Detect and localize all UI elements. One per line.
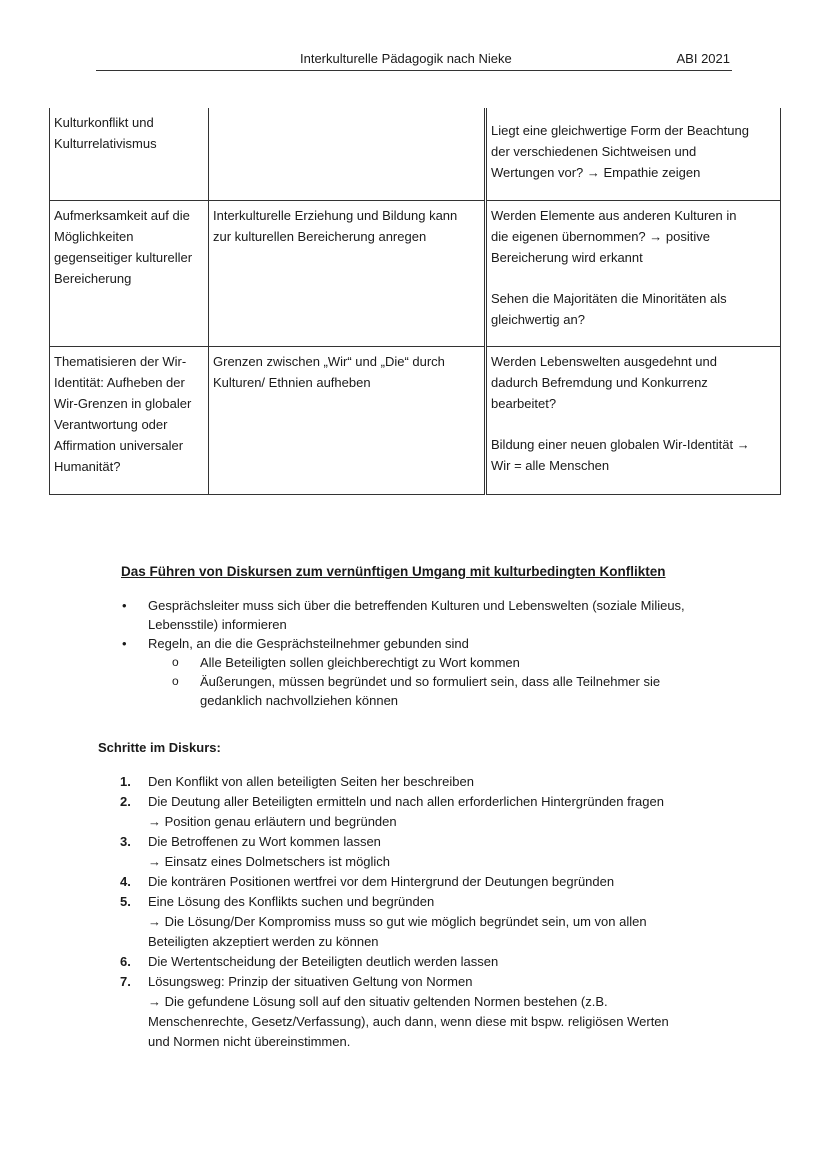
step-number: 6. (120, 954, 131, 969)
question-line: die eigenen übernommen? → positive (491, 228, 710, 244)
criterion-line: Möglichkeiten (54, 228, 134, 244)
table-row (50, 346, 781, 494)
question-line: bearbeitet? (491, 395, 557, 411)
table-row (50, 200, 781, 346)
document-title: Interkulturelle Pädagogik nach Nieke (300, 51, 512, 66)
question-paragraph (491, 205, 776, 268)
sub-bullet-item (120, 672, 720, 710)
step-number: 2. (120, 794, 131, 809)
step-line: → Einsatz eines Dolmetschers ist möglich (148, 854, 391, 869)
bullet-dot: • (122, 598, 127, 613)
step-item (120, 792, 730, 832)
step-line: Menschenrechte, Gesetz/Verfassung), auch dann, wenn diese mit bspw. religiösen Werten (148, 1014, 669, 1029)
step-number: 3. (120, 834, 131, 849)
page-header (96, 50, 732, 71)
step-line: Den Konflikt von allen beteiligten Seiten her beschreiben (148, 774, 474, 789)
question-line: Sehen die Majoritäten die Minoritäten als (491, 290, 727, 306)
step-line: Beteiligten akzeptiert werden zu können (148, 934, 379, 949)
question-line: dadurch Befremdung und Konkurrenz (491, 374, 708, 390)
step-line: Lösungsweg: Prinzip der situativen Geltung von Normen (148, 974, 473, 989)
step-line: → Die gefundene Lösung soll auf den situativ geltenden Normen bestehen (z.B. (148, 994, 608, 1009)
step-item (120, 872, 730, 892)
section-title: Das Führen von Diskursen zum vernünftigen Umgang mit kulturbedingten Konflikten (121, 564, 666, 579)
bullet-dot: • (122, 636, 127, 651)
criterion-line: Affirmation universaler (54, 437, 184, 453)
question-line: Bereicherung wird erkannt (491, 249, 643, 265)
step-number: 7. (120, 974, 131, 989)
question-paragraph (491, 120, 776, 183)
question-line: Wertungen vor? → Empathie zeigen (491, 165, 701, 180)
sub-bullet-line: Alle Beteiligten sollen gleichberechtigt zu Wort kommen (200, 655, 520, 670)
step-item (120, 892, 730, 952)
criterion-line: Thematisieren der Wir- (54, 353, 187, 369)
step-line: → Position genau erläutern und begründen (148, 814, 397, 829)
step-line: Die Wertentscheidung der Beteiligten deutlich werden lassen (148, 954, 499, 969)
goal-line: Kulturen/ Ethnien aufheben (213, 374, 371, 390)
sub-bullet-marker: o (172, 655, 179, 669)
step-line: Die konträren Positionen wertfrei vor dem Hintergrund der Deutungen begründen (148, 874, 615, 889)
sub-bullet-marker: o (172, 674, 179, 688)
question-line: Werden Elemente aus anderen Kulturen in (491, 207, 737, 223)
discourse-bullet-list (120, 596, 720, 710)
step-number: 1. (120, 774, 131, 789)
step-line: Die Betroffenen zu Wort kommen lassen (148, 834, 381, 849)
question-line: gleichwertig an? (491, 311, 585, 327)
paragraph-gap (491, 268, 776, 288)
criterion-line: Kulturrelativismus (54, 136, 157, 151)
step-item (120, 972, 730, 1052)
step-number: 4. (120, 874, 131, 889)
criteria-table (49, 108, 781, 495)
sub-bullet-line: gedanklich nachvollziehen können (200, 693, 399, 708)
question-paragraph (491, 434, 776, 476)
step-item (120, 952, 730, 972)
criterion-cell (50, 346, 209, 494)
step-number: 5. (120, 894, 131, 909)
question-line: Werden Lebenswelten ausgedehnt und (491, 353, 717, 369)
step-line: → Die Lösung/Der Kompromiss muss so gut wie möglich begründet sein, um von allen (148, 914, 647, 929)
step-item (120, 772, 730, 792)
step-line: Eine Lösung des Konflikts suchen und begründen (148, 894, 435, 909)
sub-bullet-item (120, 653, 720, 672)
goal-cell (209, 108, 486, 200)
table-row (50, 108, 781, 200)
criterion-cell (50, 108, 209, 200)
question-cell (486, 346, 781, 494)
criterion-line: Kulturkonflikt und (54, 115, 154, 130)
question-line: Bildung einer neuen globalen Wir-Identität → (491, 436, 750, 452)
question-cell (486, 200, 781, 346)
goal-line: zur kulturellen Bereicherung anregen (213, 228, 427, 244)
step-line: und Normen nicht übereinstimmen. (148, 1034, 351, 1049)
question-paragraph (491, 288, 776, 330)
question-line: der verschiedenen Sichtweisen und (491, 144, 697, 159)
steps-title: Schritte im Diskurs: (98, 740, 221, 755)
criterion-line: gegenseitiger kultureller (54, 249, 193, 265)
bullet-item (120, 596, 720, 634)
bullet-line: Lebensstile) informieren (148, 617, 287, 632)
criterion-line: Aufmerksamkeit auf die (54, 207, 190, 223)
document-year: ABI 2021 (676, 51, 730, 66)
sub-bullet-line: Äußerungen, müssen begründet und so formuliert sein, dass alle Teilnehmer sie (200, 674, 661, 689)
goal-line: Grenzen zwischen „Wir“ und „Die“ durch (213, 353, 445, 369)
question-line: Wir = alle Menschen (491, 457, 610, 473)
criterion-line: Wir-Grenzen in globaler (54, 395, 192, 411)
bullet-line: Gesprächsleiter muss sich über die betreffenden Kulturen und Lebenswelten (soziale Milieus, (148, 598, 685, 613)
bullet-item (120, 634, 720, 653)
step-line: Die Deutung aller Beteiligten ermitteln und nach allen erforderlichen Hintergründen fragen (148, 794, 664, 809)
question-cell (486, 108, 781, 200)
criterion-line: Verantwortung oder (54, 416, 168, 432)
steps-list (120, 772, 730, 1052)
paragraph-gap (491, 414, 776, 434)
goal-cell (209, 346, 486, 494)
bullet-line: Regeln, an die die Gesprächsteilnehmer gebunden sind (148, 636, 469, 651)
question-line: Liegt eine gleichwertige Form der Beachtung (491, 123, 749, 138)
criterion-cell (50, 200, 209, 346)
goal-cell (209, 200, 486, 346)
criterion-line: Humanität? (54, 458, 121, 474)
criterion-line: Identität: Aufheben der (54, 374, 185, 390)
step-item (120, 832, 730, 872)
goal-line: Interkulturelle Erziehung und Bildung kann (213, 207, 458, 223)
criterion-line: Bereicherung (54, 270, 132, 286)
question-paragraph (491, 351, 776, 414)
